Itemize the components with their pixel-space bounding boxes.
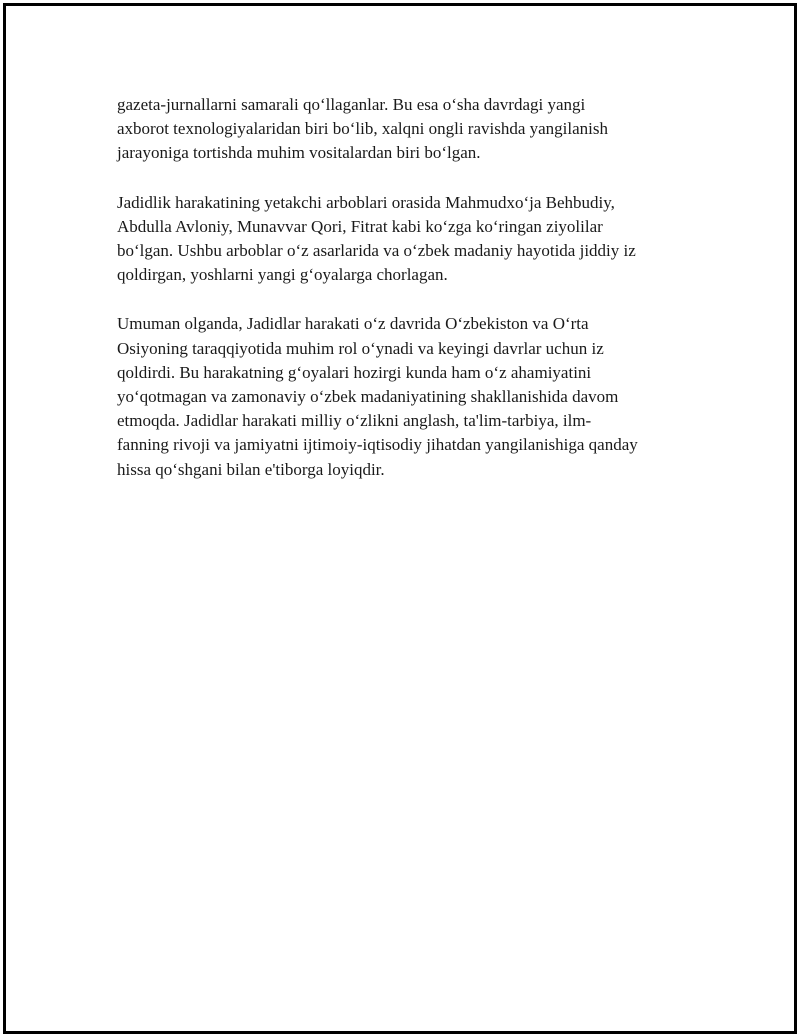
text-line: yo‘qotmagan va zamonaviy o‘zbek madaniyatining shakllanishida davom [117, 387, 619, 407]
text-line: qoldirgan, yoshlarni yangi g‘oyalarga chorlagan. [117, 265, 448, 285]
text-line: Osiyoning taraqqiyotida muhim rol o‘ynadi va keyingi davrlar uchun iz [117, 338, 604, 358]
text-line: bo‘lgan. Ushbu arboblar o‘z asarlarida va o‘zbek madaniy hayotida jiddiy iz [117, 241, 636, 261]
document-body [117, 93, 687, 507]
text-line: etmoqda. Jadidlar harakati milliy o‘zlikni anglash, ta'lim-tarbiya, ilm- [117, 411, 592, 431]
text-line: qoldirdi. Bu harakatning g‘oyalari hozirgi kunda ham o‘z ahamiyatini [117, 362, 592, 382]
text-line: Jadidlik harakatining yetakchi arboblari orasida Mahmudxo‘ja Behbudiy, [117, 192, 615, 212]
text-line: gazeta-jurnallarni samarali qo‘llaganlar. Bu esa o‘sha davrdagi yangi [117, 95, 586, 114]
paragraph-1 [117, 93, 687, 166]
text-line: jarayoniga tortishda muhim vositalardan biri bo‘lgan. [117, 143, 481, 163]
text-line: Umuman olganda, Jadidlar harakati o‘z davrida O‘zbekiston va O‘rta [117, 314, 589, 334]
paragraph-2 [117, 191, 687, 288]
text-line: axborot texnologiyalaridan biri bo‘lib, xalqni ongli ravishda yangilanish [117, 119, 609, 139]
text-line: fanning rivoji va jamiyatni ijtimoiy-iqtisodiy jihatdan yangilanishiga qanday [117, 435, 638, 455]
text-line: Abdulla Avloniy, Munavvar Qori, Fitrat kabi ko‘zga ko‘ringan ziyolilar [117, 216, 603, 236]
paragraph-3 [117, 312, 687, 481]
text-line: hissa qo‘shgani bilan e'tiborga loyiqdir. [117, 459, 385, 479]
